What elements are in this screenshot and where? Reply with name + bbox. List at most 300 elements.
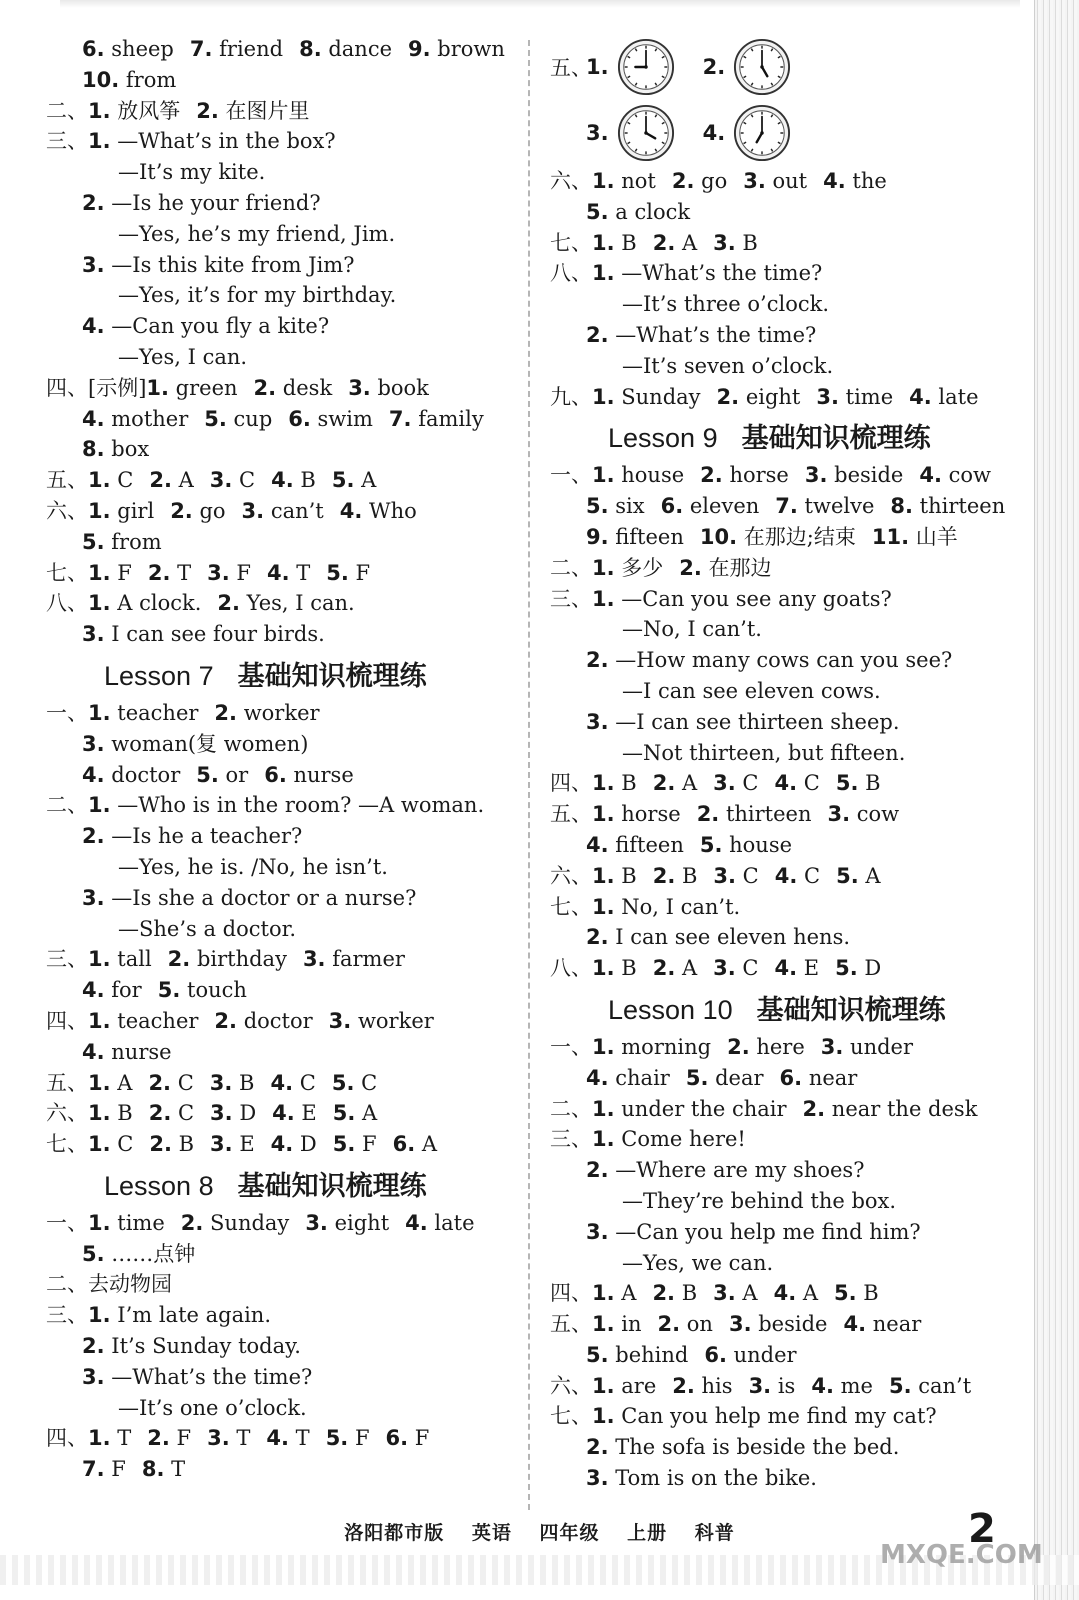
item-answer: T (289, 560, 311, 585)
answer-item (592, 463, 684, 487)
answer-item (713, 864, 758, 888)
answer-item (592, 1374, 656, 1398)
item-number: 5. (157, 978, 181, 1003)
answer-item (592, 864, 637, 888)
section-number: 四、[示例] (46, 375, 147, 400)
answer-line (550, 1217, 1010, 1248)
item-answer: in (614, 1312, 642, 1337)
item-answer: C (736, 863, 759, 888)
answer-line (46, 698, 516, 729)
item-number: 3. (82, 731, 105, 756)
item-number: 4. (702, 121, 726, 145)
item-answer: late (931, 384, 979, 409)
answer-line (46, 280, 516, 311)
item-answer: desk (276, 375, 333, 400)
answer-line (550, 289, 1010, 320)
answer-item (82, 314, 329, 338)
answer-item (586, 925, 850, 949)
answer-text: —It’s my kite. (118, 160, 266, 185)
item-answer: C (797, 771, 820, 796)
section-number: 七、 (46, 1132, 88, 1157)
item-number: 2. (652, 771, 676, 796)
answer-line (46, 65, 516, 96)
item-number: 1. (146, 375, 169, 400)
answer-item (889, 1374, 971, 1398)
item-number: 2. (802, 1096, 826, 1121)
item-answer: horse (614, 802, 681, 827)
answer-item (149, 1101, 194, 1125)
answer-line (550, 1063, 1010, 1094)
item-number: 1. (88, 793, 111, 818)
answer-item (586, 1435, 899, 1459)
answer-item (88, 793, 484, 817)
answer-item (214, 1009, 312, 1033)
footer-volume: 上册 (627, 1522, 668, 1544)
answer-item (149, 468, 193, 492)
answer-line (46, 1239, 516, 1270)
answer-item (147, 1426, 191, 1450)
item-number: 5. (204, 406, 227, 431)
item-answer: me (833, 1373, 873, 1398)
answer-line (550, 553, 1010, 584)
answer-line (46, 790, 516, 821)
item-number: 3. (207, 560, 230, 585)
item-number: 1. (88, 591, 111, 616)
answer-item (592, 802, 681, 826)
item-number: 4. (339, 498, 363, 523)
answer-item (803, 1097, 978, 1121)
item-number: 2. (586, 1158, 609, 1183)
answer-item (713, 1281, 757, 1305)
section-number: 四、 (550, 771, 592, 796)
answer-item (405, 1211, 474, 1235)
answer-item (717, 385, 801, 409)
item-number: 6. (264, 762, 287, 787)
section-number: 二、 (46, 793, 88, 818)
answer-line (550, 228, 1010, 259)
item-answer: A (171, 468, 194, 493)
item-answer: B (675, 863, 698, 888)
item-number: 11. (871, 524, 910, 549)
item-answer: —Is this kite from Jim? (104, 252, 355, 277)
answer-item (586, 710, 900, 734)
section-number: 四、 (46, 1426, 88, 1451)
item-answer: T (170, 560, 192, 585)
item-answer: T (164, 1457, 186, 1482)
item-number: 1. (592, 555, 615, 580)
item-number: 4. (909, 384, 932, 409)
answer-line (550, 351, 1010, 382)
item-answer: C (171, 1070, 194, 1095)
answer-item (88, 499, 154, 523)
answer-item (586, 1220, 921, 1244)
item-number: 10. (82, 67, 120, 92)
answer-line (46, 944, 516, 975)
item-number: 1. (88, 1210, 111, 1235)
section-number: 七、 (550, 894, 592, 919)
section-number: 五、 (550, 802, 592, 827)
item-answer: late (427, 1210, 475, 1235)
item-answer: F (110, 560, 132, 585)
section-number: 七、 (550, 1404, 592, 1429)
item-number: 1. (592, 894, 615, 919)
item-number: 1. (592, 169, 615, 193)
item-answer: farmer (325, 947, 405, 972)
answer-text: —It’s three o’clock. (622, 292, 829, 317)
answer-item (88, 591, 201, 615)
item-answer: fifteen (608, 524, 684, 549)
answer-line (46, 311, 516, 342)
item-answer: B (171, 1132, 195, 1157)
answer-item (805, 463, 904, 487)
item-number: 4. (774, 863, 798, 888)
answer-item (592, 895, 740, 919)
item-number: 5. (834, 1281, 857, 1306)
item-answer: C (797, 863, 821, 888)
answer-item (207, 1426, 250, 1450)
answer-item (653, 231, 697, 255)
item-number: 4. (82, 1039, 105, 1064)
answer-line (46, 1006, 516, 1037)
item-number: 4. (586, 832, 609, 857)
item-number: 7. (82, 1457, 105, 1482)
item-answer: sheep (104, 37, 174, 61)
item-number: 3. (804, 463, 828, 488)
item-answer: near the desk (825, 1096, 978, 1121)
item-number: 3. (827, 802, 851, 827)
lesson-subtitle: 基础知识梳理练 (237, 660, 427, 692)
answer-item (653, 771, 697, 795)
item-answer: F (229, 560, 251, 585)
item-number: 2. (170, 498, 193, 523)
answer-item (333, 1132, 377, 1156)
item-number: 8. (141, 1457, 165, 1482)
item-answer: E (232, 1132, 255, 1157)
item-number: 2. (700, 463, 723, 488)
item-answer: I’m late again. (110, 1303, 272, 1328)
item-number: 7. (388, 406, 412, 431)
item-answer: —How many cows can you see? (608, 648, 953, 673)
item-number: 2. (82, 1334, 105, 1359)
item-answer: can’t (264, 498, 324, 523)
item-answer: C (354, 1070, 378, 1095)
item-answer: Sunday (614, 384, 701, 409)
right-answer-column (550, 34, 1010, 1494)
answer-item (82, 1334, 301, 1358)
answer-item (592, 587, 892, 611)
answer-line (46, 219, 516, 250)
section-number: 三、 (46, 1303, 88, 1328)
answer-item (82, 763, 180, 787)
item-answer: time (838, 384, 894, 409)
item-number: 2. (716, 384, 740, 409)
item-answer: F (348, 1426, 370, 1451)
item-number: 3. (743, 169, 766, 193)
section-number: 三、 (550, 1127, 592, 1152)
item-answer: chair (608, 1065, 670, 1090)
answer-item (82, 1365, 312, 1389)
item-answer: morning (614, 1034, 712, 1059)
item-answer: the (845, 169, 887, 193)
answer-item (713, 231, 758, 255)
item-number: 2. (672, 1373, 695, 1398)
answer-line (46, 619, 516, 650)
lesson-heading (46, 1160, 516, 1208)
item-number: 5. (835, 956, 858, 981)
item-number: 5. (332, 1132, 356, 1157)
item-number: 4. (266, 1426, 289, 1451)
item-number: 2. (82, 190, 105, 215)
item-number: 3. (728, 1312, 752, 1337)
lesson-subtitle: 基础知识梳理练 (756, 994, 946, 1026)
item-number: 6. (392, 1132, 416, 1157)
answer-item (82, 824, 302, 848)
answer-item (299, 37, 392, 61)
answer-item (148, 1071, 193, 1095)
section-number: 一、 (550, 463, 592, 488)
answer-item (743, 169, 807, 193)
item-number: 3. (586, 709, 609, 734)
answer-item (835, 956, 881, 980)
item-answer: 在那边;结束 (737, 524, 856, 549)
answer-item (592, 385, 701, 409)
item-number: 2. (147, 560, 171, 585)
item-answer: from (119, 67, 177, 92)
item-answer: mother (104, 406, 189, 431)
answer-item (82, 732, 308, 756)
item-number: 5. (835, 771, 859, 796)
item-answer: near (802, 1065, 858, 1090)
answer-item (196, 763, 248, 787)
top-scan-stripe (60, 0, 1020, 8)
answer-text: —Yes, he is. /No, he isn’t. (118, 854, 388, 879)
item-number: 1. (88, 1426, 111, 1451)
item-number: 4. (774, 956, 798, 981)
answer-item (332, 468, 376, 492)
item-answer: from (104, 529, 162, 554)
section-number: 九、 (550, 384, 592, 409)
answer-item (386, 1426, 430, 1450)
item-answer: —Is he a teacher? (104, 824, 303, 849)
answer-item (586, 1343, 688, 1367)
item-answer: —Where are my shoes? (608, 1158, 865, 1183)
answer-item (88, 99, 180, 123)
item-number: 5. (331, 1070, 355, 1095)
answer-item (775, 864, 820, 888)
item-number: 1. (592, 384, 615, 409)
item-answer: Who (362, 498, 417, 523)
answer-line (550, 892, 1010, 923)
answer-line (46, 126, 516, 157)
answer-item (217, 591, 354, 615)
item-number: 3. (207, 1426, 230, 1451)
item-answer: Yes, I can. (240, 591, 355, 616)
item-number: 8. (82, 437, 105, 462)
answer-line (46, 404, 516, 435)
section-number: 六、 (550, 169, 592, 193)
item-number: 6. (779, 1065, 803, 1090)
item-answer: 在那边 (701, 555, 772, 580)
answer-item (170, 499, 225, 523)
item-answer: dear (708, 1065, 764, 1090)
item-number: 5. (888, 1373, 912, 1398)
answer-line (46, 1037, 516, 1068)
right-answer-list (550, 166, 1010, 1494)
answer-item (919, 463, 991, 487)
lesson-subtitle: 基础知识梳理练 (741, 423, 931, 455)
item-answer: dance (321, 37, 393, 61)
item-answer: ……点钟 (104, 1241, 196, 1266)
answer-item (704, 1343, 796, 1367)
book-page-edge (1034, 0, 1079, 1600)
answer-line (550, 382, 1010, 413)
answer-item (326, 1426, 370, 1450)
answer-item (88, 1132, 133, 1156)
answer-line (46, 96, 516, 127)
item-answer: A (415, 1132, 438, 1157)
answer-item (181, 1211, 290, 1235)
item-answer: I can see four birds. (104, 622, 325, 647)
item-number: 1. (592, 1312, 615, 1337)
item-answer: —Is he your friend? (104, 190, 321, 215)
item-number: 4. (82, 762, 105, 787)
item-answer: C (110, 468, 134, 493)
answer-item (214, 701, 319, 725)
section-number: 五、 (46, 1070, 88, 1095)
item-number: 6. (385, 1426, 409, 1451)
item-number: 5. (586, 199, 609, 224)
answer-item (713, 771, 758, 795)
answer-item (332, 1071, 377, 1095)
item-answer: time (110, 1210, 165, 1235)
answer-item (586, 323, 816, 347)
answer-line (550, 1432, 1010, 1463)
answer-item (142, 1457, 185, 1481)
answer-line (550, 1248, 1010, 1279)
answer-item (82, 253, 354, 277)
answer-item (82, 886, 416, 910)
answer-line (550, 645, 1010, 676)
item-answer: for (104, 978, 142, 1003)
item-number: 2. (652, 230, 676, 255)
item-answer: —Can you see any goats? (614, 586, 892, 611)
item-answer: D (232, 1101, 257, 1126)
answer-line (550, 460, 1010, 491)
section-number: 六、 (550, 1373, 592, 1398)
item-answer: a clock (608, 199, 691, 224)
answer-item (843, 1312, 921, 1336)
item-answer: B (614, 771, 637, 796)
answer-item (658, 1312, 713, 1336)
section-number: 五、 (46, 468, 88, 493)
answer-item (158, 978, 247, 1002)
item-answer: tall (110, 947, 152, 972)
section-number: 二、 (550, 555, 592, 580)
clock-face-icon (617, 38, 675, 96)
item-number: 3. (820, 1034, 844, 1059)
item-number: 3. (328, 1008, 352, 1033)
item-number: 1. (88, 498, 111, 523)
item-answer: woman(复 women) (104, 731, 309, 756)
item-number: 1. (592, 1373, 615, 1398)
item-answer: worker (237, 700, 320, 725)
answer-line (550, 1094, 1010, 1125)
answer-line (46, 1068, 516, 1099)
item-number: 5. (325, 1426, 349, 1451)
item-answer: —Is she a doctor or a nurse? (104, 885, 417, 910)
item-number: 2. (253, 375, 277, 400)
item-number: 1. (88, 560, 111, 585)
item-number: 1. (88, 98, 111, 123)
item-answer: A (675, 771, 698, 796)
item-number: 4. (586, 1065, 609, 1090)
answer-line (550, 1309, 1010, 1340)
item-answer: B (856, 1281, 879, 1306)
answer-line (550, 1401, 1010, 1432)
item-answer: not (614, 169, 656, 193)
answer-item (727, 1035, 805, 1059)
item-answer: Can you help me find my cat? (614, 1404, 937, 1429)
answer-item (586, 1466, 817, 1490)
answer-item (836, 864, 880, 888)
clock-item (586, 104, 675, 162)
answer-item (210, 1132, 255, 1156)
answer-item (700, 525, 856, 549)
answer-text: —Not thirteen, but fifteen. (622, 740, 906, 765)
item-answer: E (294, 1101, 317, 1126)
item-number: 3. (305, 1210, 328, 1235)
item-number: 2. (214, 700, 238, 725)
answer-item (780, 1066, 858, 1090)
item-answer: B (232, 1070, 255, 1095)
item-number: 2. (586, 322, 609, 347)
answer-item (271, 468, 316, 492)
lesson-heading (46, 650, 516, 698)
item-answer: A (796, 1281, 819, 1306)
item-number: 3. (816, 384, 839, 409)
answer-text: —No, I can’t. (622, 617, 762, 642)
lesson-heading (550, 984, 1010, 1032)
item-answer: his (694, 1373, 733, 1398)
item-number: 3. (302, 947, 326, 972)
section-number: 七、 (46, 560, 88, 585)
answer-item (700, 463, 789, 487)
answer-item (88, 468, 133, 492)
item-number: 3. (713, 956, 736, 981)
answer-line (550, 320, 1010, 351)
item-number: 1. (88, 1101, 111, 1126)
clock-item (586, 38, 675, 96)
answer-item (210, 468, 255, 492)
answer-line (46, 157, 516, 188)
answer-line (46, 1129, 516, 1160)
item-number: 2. (167, 947, 191, 972)
answer-item (272, 1101, 317, 1125)
item-number: 4. (823, 169, 846, 193)
answer-item (592, 1281, 636, 1305)
answer-item (82, 1242, 195, 1266)
item-number: 2. (586, 648, 609, 673)
answer-item (267, 561, 310, 585)
answer-item (408, 37, 505, 61)
item-answer: are (614, 1373, 657, 1398)
item-answer: E (797, 956, 820, 981)
answer-line (46, 1300, 516, 1331)
section-number: 二、 (46, 98, 88, 123)
item-answer: book (370, 375, 429, 400)
answer-item (592, 1097, 787, 1121)
answer-item (652, 1281, 697, 1305)
